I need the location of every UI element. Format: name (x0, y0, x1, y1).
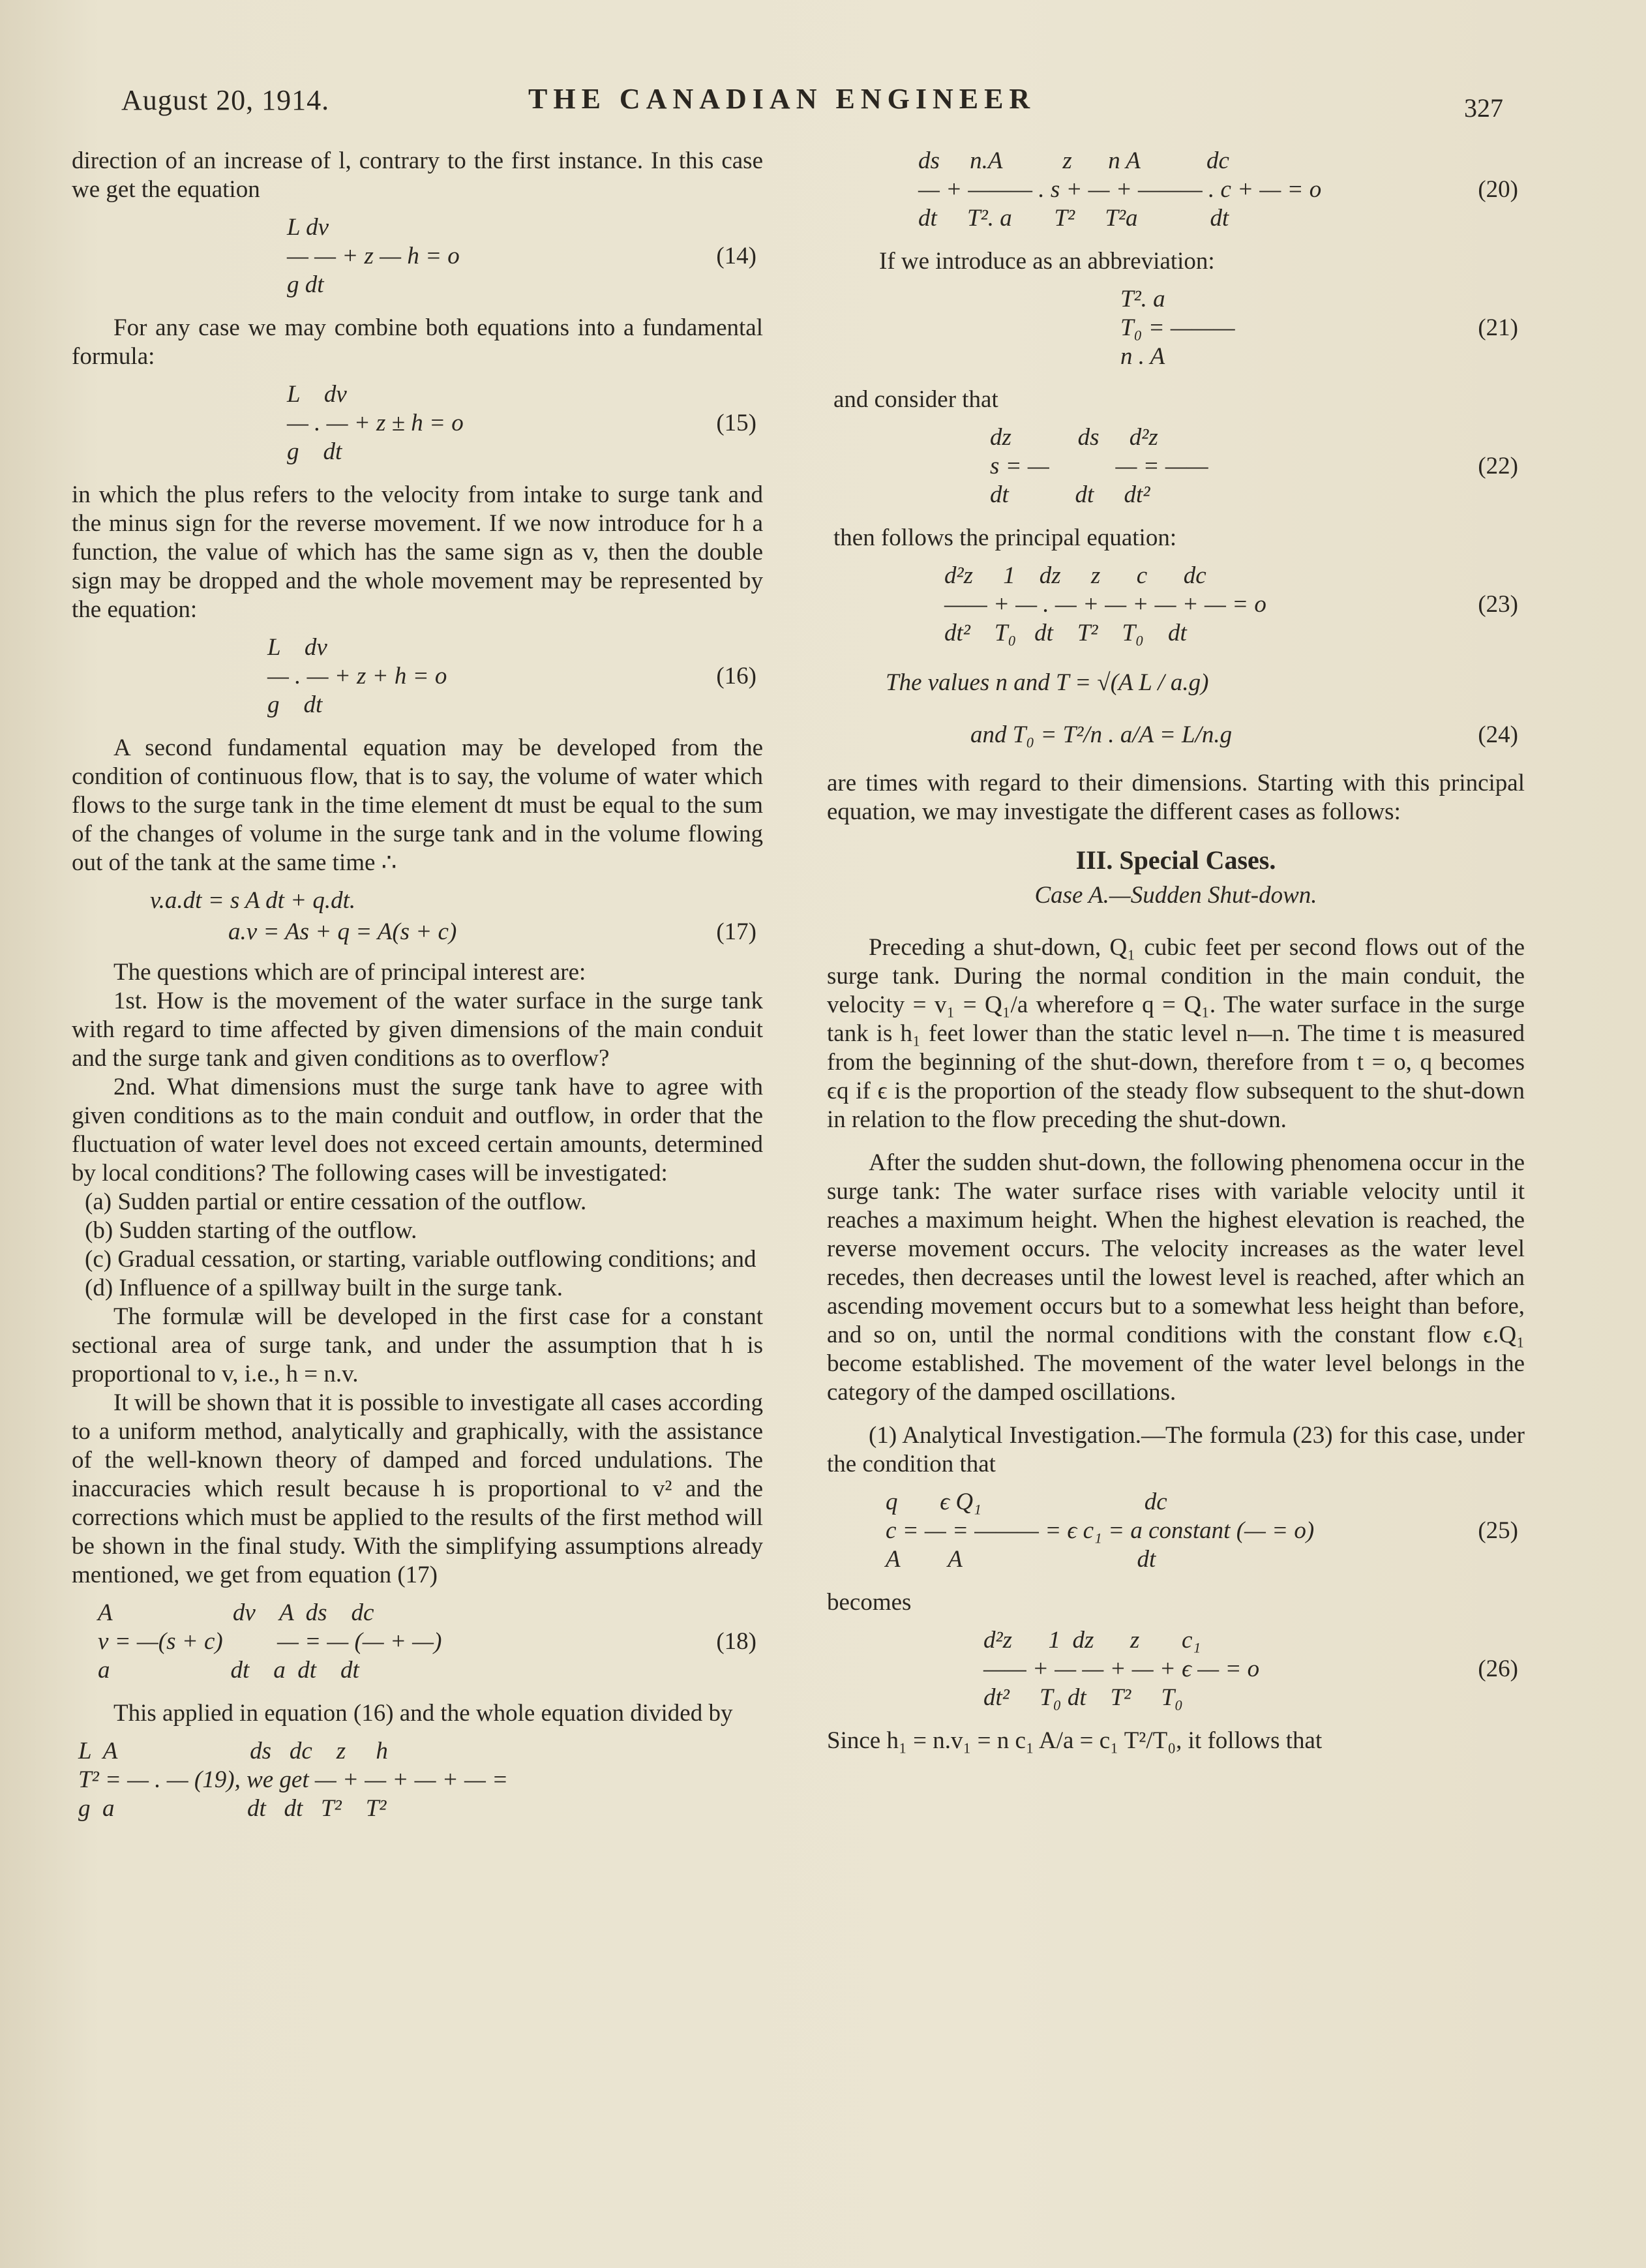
list-item: (d) Influence of a spillway built in the surge tank. (85, 1275, 563, 1301)
equation-16 (72, 633, 763, 725)
equation-25 (827, 1488, 1525, 1579)
equation-numerator: L A ds dc z h (78, 1738, 388, 1764)
paragraph: 1st. How is the movement of the water surface in the surge tank with regard to time affected by given dimensions of the main conduit and the surge tank and given conditions as to overflow? (72, 988, 763, 1072)
equation-denominator: n . A (1120, 343, 1165, 370)
paragraph: It will be shown that it is possible to investigate all cases according to a uniform method, analytically and graphically, with the assistance of the well-known theory of damped and forced undulations. The inaccuracies which result because h is proportional to v² and the corrections which must be applied to the results of the first method will be shown in the final study. With the simplifying assumptions already mentioned, we get from equation (17) (72, 1389, 763, 1588)
equation-line: v.a.dt = s A dt + q.dt. (150, 887, 356, 914)
paragraph: becomes (827, 1589, 912, 1616)
equation-numerator: L dv (287, 214, 329, 241)
issue-date: August 20, 1914. (121, 84, 330, 116)
left-column (72, 147, 763, 1837)
paragraph: The questions which are of principal interest are: (113, 959, 586, 986)
paragraph: and consider that (833, 386, 998, 413)
paragraph: This applied in equation (16) and the whole equation divided by (113, 1700, 733, 1727)
equation-23 (827, 562, 1525, 653)
paragraph: After the sudden shut-down, the following phenomena occur in the surge tank: The water surface rises with variable velocity until it reaches a maximum height. When the highest elevation is reached, the reverse movement occurs. The velocity increases as the water level recedes, then decreases until the lowest level is reached, after which an ascending movement occurs but to a somewhat less height than before, and so on, until the normal conditions with the constant flow ϵ.Q₁ become established. The movement of the water level belongs in the category of the damped oscillations. (827, 1149, 1525, 1406)
running-header (0, 77, 1646, 123)
equation-numerator: q ϵ Q₁ dc (886, 1489, 1167, 1515)
equation-number: (23) (1478, 591, 1518, 618)
equation-line: v = —(s + c) — = — (— + —) (98, 1628, 442, 1655)
paragraph: Preceding a shut-down, Q₁ cubic feet per second flows out of the surge tank. During the normal condition in the main conduit, the velocity = v₁ = Q₁/a wherefore q = Q₁. The water surface in the surge tank is h₁ feet lower than the static level n—n. The time t is measured from the beginning of the shut-down, therefore from t = o, q becomes ϵq if ϵ is the proportion of the steady flow subsequent to the shut-down in relation to the flow preceding the shut-down. (827, 934, 1525, 1133)
equation-line: a.v = As + q = A(s + c) (228, 918, 457, 945)
equation-line: and T₀ = T²/n . a/A = L/n.g (970, 721, 1233, 748)
equation-number: (26) (1478, 1656, 1518, 1682)
equation-number: (15) (716, 410, 756, 436)
spacer (827, 1134, 1525, 1149)
equation-number: (16) (716, 663, 756, 689)
equation-line: — . — + z ± h = o (287, 410, 464, 436)
equation-line: — + ——— . s + — + ——— . c + — = o (918, 176, 1322, 203)
equation-denominator: g dt (287, 438, 342, 465)
equation-denominator: g dt (267, 691, 323, 718)
paragraph: then follows the principal equation: (833, 524, 1177, 551)
paragraph: 2nd. What dimensions must the surge tank have to agree with given conditions as to the main conduit and outflow, in order that the fluctuation of water level does not exceed certain amounts, determined by local conditions? The following cases will be investigated: (72, 1074, 763, 1187)
list-item: (a) Sudden partial or entire cessation of the outflow. (85, 1188, 587, 1215)
paragraph: Since h₁ = n.v₁ = n c₁ A/a = c₁ T²/T₀, it follows that (827, 1727, 1323, 1754)
paragraph: are times with regard to their dimensions. Starting with this principal equation, we may investigate the different cases as follows: (827, 770, 1525, 825)
right-column (827, 147, 1525, 1755)
equation-21 (827, 285, 1525, 376)
equation-number: (18) (716, 1628, 756, 1655)
equation-numerator: L dv (287, 381, 347, 408)
paragraph: in which the plus refers to the velocity from intake to surge tank and the minus sign for the reverse movement. If we now introduce for h a function, the value of which has the same sign as v, then the double sign may be dropped and the whole movement may be represented by the equation: (72, 481, 763, 623)
equation-15 (72, 380, 763, 472)
equation-denominator: g dt (287, 271, 324, 298)
journal-title: THE CANADIAN ENGINEER (528, 83, 1036, 115)
paragraph: For any case we may combine both equations into a fundamental formula: (72, 314, 763, 370)
equation-line: T₀ = ——— (1120, 314, 1235, 341)
equation-denominator: dt² T₀ dt T² T₀ dt (944, 620, 1187, 646)
equation-22 (827, 423, 1525, 515)
equation-line: s = — — = —— (990, 453, 1208, 479)
paragraph: If we introduce as an abbreviation: (879, 248, 1215, 275)
spacer (827, 1407, 1525, 1421)
equation-number: (21) (1478, 314, 1518, 341)
equation-number: (22) (1478, 453, 1518, 479)
equation-numerator: A dv A ds dc (98, 1599, 374, 1626)
equation-14 (72, 213, 763, 305)
equation-line: —— + — — + — + ϵ — = o (983, 1656, 1260, 1682)
equation-19 (72, 1737, 763, 1828)
equation-denominator: dt dt dt² (990, 481, 1150, 508)
equation-line: T² = — . — (19), we get — + — + — + — = (78, 1766, 509, 1793)
section-heading: III. Special Cases. (1075, 845, 1276, 875)
equation-number: (17) (716, 918, 756, 945)
equation-number: (20) (1478, 176, 1518, 203)
equation-24 (827, 662, 1525, 760)
equation-numerator: dz ds d²z (990, 424, 1158, 451)
equation-number: (25) (1478, 1517, 1518, 1544)
equation-number: (14) (716, 243, 756, 269)
list-item: (c) Gradual cessation, or starting, variable outflowing conditions; and (85, 1246, 756, 1273)
paragraph: (1) Analytical Investigation.—The formula (23) for this case, under the condition that (827, 1422, 1525, 1477)
paragraph: The formulæ will be developed in the first case for a constant sectional area of surge tank, and under the assumption that h is proportional to v, i.e., h = n.v. (72, 1303, 763, 1387)
equation-denominator: a dt a dt dt (98, 1657, 359, 1684)
equation-line: — . — + z + h = o (267, 663, 447, 689)
section-subheading: Case A.—Sudden Shut-down. (1034, 882, 1317, 909)
equation-line: — — + z — h = o (287, 243, 460, 269)
equation-numerator: T². a (1120, 286, 1165, 312)
equation-denominator: dt² T₀ dt T² T₀ (983, 1684, 1183, 1711)
equation-denominator: g a dt dt T² T² (78, 1795, 387, 1822)
equation-denominator: A A dt (886, 1546, 1156, 1573)
equation-17 (72, 886, 763, 949)
equation-26 (827, 1626, 1525, 1717)
equation-numerator: d²z 1 dz z c dc (944, 562, 1206, 589)
equation-line: —— + — . — + — + — + — = o (944, 591, 1266, 618)
equation-line: c = — = ——— = ϵ c₁ = a constant (— = o) (886, 1517, 1315, 1544)
page-number: 327 (1464, 93, 1503, 123)
equation-numerator: d²z 1 dz z c₁ (983, 1627, 1201, 1654)
equation-number: (24) (1478, 721, 1518, 748)
paragraph: A second fundamental equation may be developed from the condition of continuous flow, that is to say, the volume of water which flows to the surge tank in the time element dt must be equal to the sum of the changes of volume in the surge tank and in the volume flowing out of the tank at the same time ∴ (72, 734, 763, 876)
list-item: (b) Sudden starting of the outflow. (85, 1217, 417, 1244)
equation-denominator: dt T². a T² T²a dt (918, 205, 1229, 232)
equation-numerator: L dv (267, 634, 327, 661)
equation-line: The values n and T = √(A L / a.g) (886, 669, 1209, 696)
equation-numerator: ds n.A z n A dc (918, 147, 1229, 174)
equation-18 (72, 1599, 763, 1690)
equation-20 (827, 147, 1525, 238)
paragraph: direction of an increase of l, contrary to the first instance. In this case we get the equation (72, 147, 763, 203)
